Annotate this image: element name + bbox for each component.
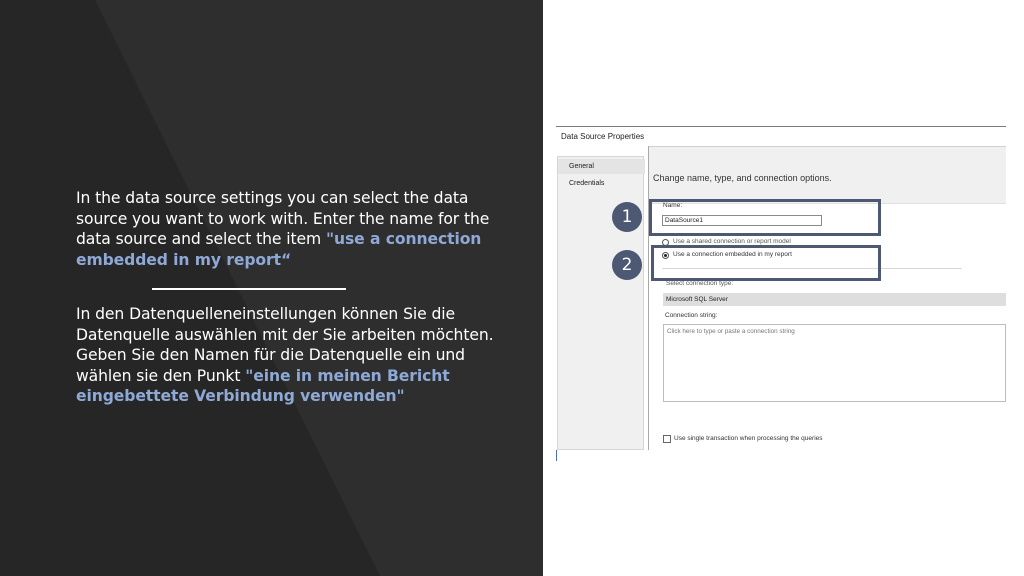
dialog-title: Data Source Properties <box>561 132 645 141</box>
paragraph-english-text: In the data source settings you can select the data source you want to work with. Enter the name for the data source and select the item <box>76 189 490 248</box>
dialog-top-border <box>556 126 1006 127</box>
step-marker-1: 1 <box>612 202 642 232</box>
shared-connection-label[interactable]: Use a shared connection or report model <box>673 238 791 245</box>
sidebar-separator <box>648 146 649 450</box>
dialog-sidebar <box>557 156 644 450</box>
sidebar-item-general[interactable]: General <box>558 159 645 174</box>
single-transaction-label[interactable]: Use single transaction when processing the queries <box>674 435 823 442</box>
text-cursor <box>556 450 557 461</box>
connection-string-label: Connection string: <box>665 312 718 319</box>
embedded-connection-label[interactable]: Use a connection embedded in my report <box>673 251 792 258</box>
callout-box-name <box>649 199 881 236</box>
sidebar-item-credentials[interactable]: Credentials <box>569 180 605 187</box>
step-marker-2: 2 <box>612 250 642 280</box>
data-source-properties-dialog <box>556 126 1006 462</box>
callout-box-embedded-connection <box>651 245 881 281</box>
paragraph-german-highlight: "eine in meinen Bericht eingebettete Verbindung verwenden" <box>76 366 450 405</box>
name-label: Name: <box>663 202 683 209</box>
connection-string-input[interactable]: Click here to type or paste a connection string <box>663 324 1006 402</box>
paragraph-german-text: In den Datenquelleneinstellungen können Sie die Datenquelle auswählen mit der Sie arbeiten möchten. Geben Sie den Namen für die Datenquelle ein und wählen sie den Punkt <box>76 305 494 385</box>
header-description: Change name, type, and connection options. <box>653 173 832 183</box>
single-transaction-checkbox[interactable] <box>663 435 671 443</box>
paragraph-english <box>76 188 506 270</box>
paragraph-english-highlight: "use a connection embedded in my report“ <box>76 230 482 269</box>
connection-type-label: Select connection type: <box>666 280 734 287</box>
paragraph-german <box>76 304 506 407</box>
dialog-content-header <box>648 146 1006 204</box>
divider-line <box>152 288 346 290</box>
connection-type-select[interactable]: Microsoft SQL Server <box>663 293 1006 306</box>
